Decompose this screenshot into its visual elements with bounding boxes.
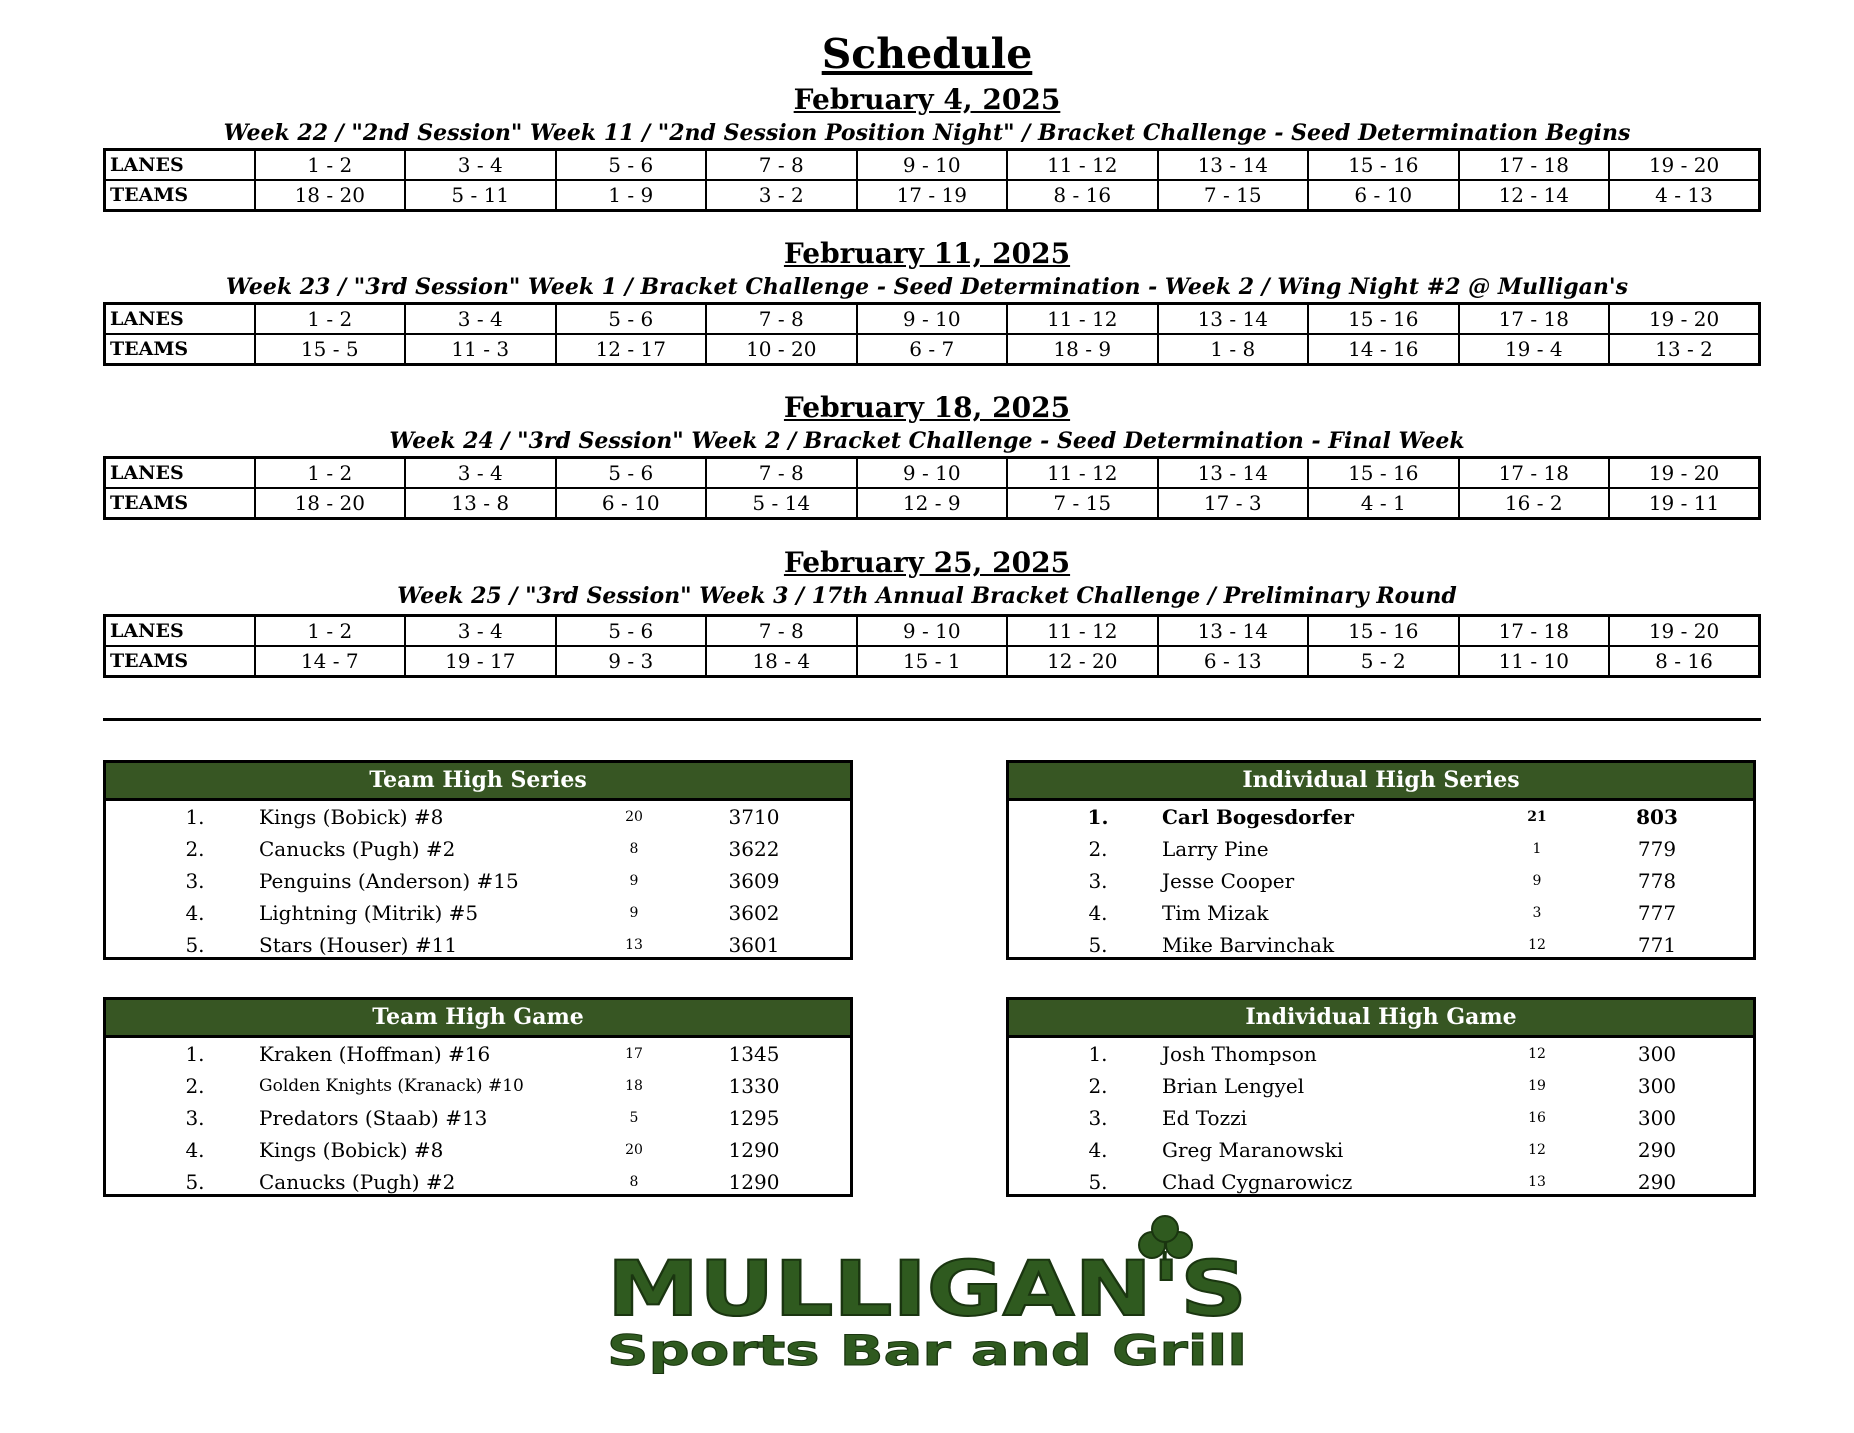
schedule-table	[103, 302, 1761, 366]
week-header	[0, 236, 1854, 302]
team-cell: 4 - 1	[1308, 488, 1459, 519]
panel-title: Individual High Game	[1009, 1000, 1753, 1038]
bowler-name: Josh Thompson	[1162, 1042, 1317, 1066]
rank: 4.	[1088, 1138, 1108, 1162]
lane-cell: 7 - 8	[706, 616, 857, 647]
team-cell: 3 - 2	[706, 180, 857, 211]
week-header	[0, 82, 1854, 148]
mulligans-logo-graphic	[597, 1215, 1257, 1377]
list-item	[1009, 1134, 1753, 1166]
individual-high-series-panel	[1006, 760, 1756, 960]
bowler-name: Larry Pine	[1162, 837, 1269, 861]
list-item	[1009, 801, 1753, 833]
team-name: Kings (Bobick) #8	[259, 1138, 444, 1162]
lane-cell: 9 - 10	[857, 616, 1008, 647]
team-cell: 13 - 8	[405, 488, 556, 519]
list-item	[1009, 1070, 1753, 1102]
team-cell: 11 - 3	[405, 334, 556, 365]
team-number: 8	[629, 1174, 639, 1190]
schedule-table	[103, 614, 1761, 678]
rank: 5.	[1088, 1170, 1108, 1194]
lanes-row	[105, 304, 1760, 335]
lane-cell: 1 - 2	[255, 150, 406, 181]
team-cell: 6 - 13	[1158, 646, 1309, 677]
score: 3710	[728, 805, 780, 829]
week-date: February 25, 2025	[783, 546, 1071, 579]
team-number: 9	[629, 905, 639, 921]
team-number: 12	[1528, 1046, 1546, 1062]
team-cell: 5 - 11	[405, 180, 556, 211]
lane-cell: 3 - 4	[405, 150, 556, 181]
lane-cell: 5 - 6	[556, 458, 707, 489]
score: 3609	[728, 869, 780, 893]
week-description: Week 23 / "3rd Session" Week 1 / Bracket Challenge - Seed Determination - Week 2 / Wing Night #2 @ Mulligan's	[225, 274, 1628, 300]
week-date: February 18, 2025	[783, 391, 1071, 424]
list-item	[1009, 929, 1753, 961]
team-cell: 18 - 4	[706, 646, 857, 677]
lane-cell: 7 - 8	[706, 458, 857, 489]
lane-cell: 19 - 20	[1609, 458, 1760, 489]
team-number: 13	[1528, 1174, 1546, 1190]
team-cell: 6 - 7	[857, 334, 1008, 365]
team-number: 9	[1532, 873, 1542, 889]
panel-title: Team High Game	[106, 1000, 850, 1038]
team-cell: 15 - 1	[857, 646, 1008, 677]
team-cell: 5 - 2	[1308, 646, 1459, 677]
list-item	[106, 865, 850, 897]
lane-cell: 3 - 4	[405, 458, 556, 489]
teams-row	[105, 180, 1760, 211]
teams-label: TEAMS	[105, 334, 255, 365]
lane-cell: 11 - 12	[1007, 616, 1158, 647]
team-cell: 12 - 9	[857, 488, 1008, 519]
list-item	[1009, 833, 1753, 865]
lanes-label: LANES	[105, 304, 255, 335]
rank: 1.	[1087, 805, 1109, 829]
lane-cell: 13 - 14	[1158, 458, 1309, 489]
score: 803	[1636, 805, 1678, 829]
teams-row	[105, 334, 1760, 365]
list-item	[106, 801, 850, 833]
team-number: 13	[625, 937, 643, 953]
lane-cell: 13 - 14	[1158, 616, 1309, 647]
bowler-name: Carl Bogesdorfer	[1162, 805, 1354, 829]
schedule-table	[103, 456, 1761, 520]
lane-cell: 11 - 12	[1007, 458, 1158, 489]
team-cell: 1 - 8	[1158, 334, 1309, 365]
team-cell: 5 - 14	[706, 488, 857, 519]
team-cell: 16 - 2	[1459, 488, 1610, 519]
score: 1295	[728, 1106, 780, 1130]
team-cell: 19 - 17	[405, 646, 556, 677]
lane-cell: 13 - 14	[1158, 304, 1309, 335]
score: 300	[1637, 1074, 1677, 1098]
score: 1345	[728, 1042, 780, 1066]
team-name: Kraken (Hoffman) #16	[259, 1042, 491, 1066]
panel-title: Individual High Series	[1009, 763, 1753, 801]
list-item	[106, 1038, 850, 1070]
rank: 3.	[185, 869, 205, 893]
bowler-name: Greg Maranowski	[1162, 1138, 1344, 1162]
score: 3622	[728, 837, 780, 861]
list-item	[106, 1134, 850, 1166]
logo-tagline: Sports Bar and Grill	[607, 1326, 1247, 1375]
lanes-row	[105, 458, 1760, 489]
lane-cell: 5 - 6	[556, 304, 707, 335]
rank: 2.	[185, 1074, 205, 1098]
team-number: 9	[629, 873, 639, 889]
team-cell: 4 - 13	[1609, 180, 1760, 211]
team-cell: 12 - 20	[1007, 646, 1158, 677]
lane-cell: 17 - 18	[1459, 150, 1610, 181]
rank: 2.	[1088, 837, 1108, 861]
lane-cell: 17 - 18	[1459, 304, 1610, 335]
teams-label: TEAMS	[105, 646, 255, 677]
list-item	[1009, 897, 1753, 929]
mulligans-logo	[597, 1215, 1257, 1377]
lane-cell: 15 - 16	[1308, 150, 1459, 181]
team-name: Golden Knights (Kranack) #10	[259, 1076, 524, 1096]
teams-row	[105, 488, 1760, 519]
lane-cell: 19 - 20	[1609, 150, 1760, 181]
team-name: Penguins (Anderson) #15	[259, 869, 519, 893]
lane-cell: 19 - 20	[1609, 616, 1760, 647]
team-number: 1	[1532, 841, 1542, 857]
lane-cell: 7 - 8	[706, 304, 857, 335]
score: 3601	[728, 933, 780, 957]
rank: 3.	[1088, 1106, 1108, 1130]
team-number: 19	[1528, 1078, 1546, 1094]
team-name: Lightning (Mitrik) #5	[259, 901, 479, 925]
team-number: 20	[625, 809, 643, 825]
team-cell: 7 - 15	[1007, 488, 1158, 519]
week-description: Week 24 / "3rd Session" Week 2 / Bracket Challenge - Seed Determination - Final Week	[389, 428, 1465, 454]
lane-cell: 11 - 12	[1007, 150, 1158, 181]
team-high-series-panel	[103, 760, 853, 960]
team-cell: 19 - 11	[1609, 488, 1760, 519]
lane-cell: 17 - 18	[1459, 458, 1610, 489]
team-name: Stars (Houser) #11	[259, 933, 458, 957]
lanes-row	[105, 150, 1760, 181]
team-cell: 15 - 5	[255, 334, 406, 365]
team-cell: 14 - 16	[1308, 334, 1459, 365]
score: 300	[1637, 1042, 1677, 1066]
team-cell: 6 - 10	[1308, 180, 1459, 211]
lanes-label: LANES	[105, 616, 255, 647]
team-number: 8	[629, 841, 639, 857]
team-cell: 1 - 9	[556, 180, 707, 211]
team-cell: 12 - 14	[1459, 180, 1610, 211]
lane-cell: 1 - 2	[255, 304, 406, 335]
score: 1330	[728, 1074, 780, 1098]
list-item	[1009, 1038, 1753, 1070]
lane-cell: 13 - 14	[1158, 150, 1309, 181]
lane-cell: 9 - 10	[857, 150, 1008, 181]
rank: 1.	[185, 1042, 205, 1066]
team-cell: 17 - 19	[857, 180, 1008, 211]
score: 779	[1637, 837, 1677, 861]
lane-cell: 5 - 6	[556, 150, 707, 181]
week-description: Week 25 / "3rd Session" Week 3 / 17th Annual Bracket Challenge / Preliminary Round	[397, 583, 1457, 609]
lane-cell: 1 - 2	[255, 616, 406, 647]
team-name: Predators (Staab) #13	[259, 1106, 488, 1130]
team-cell: 18 - 20	[255, 180, 406, 211]
team-number: 18	[625, 1078, 643, 1094]
list-item	[1009, 1102, 1753, 1134]
list-item	[1009, 865, 1753, 897]
lanes-row	[105, 616, 1760, 647]
page-title: Schedule	[821, 30, 1033, 78]
week-description: Week 22 / "2nd Session" Week 11 / "2nd Session Position Night" / Bracket Challenge - Seed Determination Begins	[223, 120, 1631, 146]
lane-cell: 15 - 16	[1308, 616, 1459, 647]
score: 1290	[728, 1170, 780, 1194]
list-item	[106, 833, 850, 865]
teams-label: TEAMS	[105, 180, 255, 211]
rank: 4.	[1088, 901, 1108, 925]
week-date: February 4, 2025	[793, 83, 1061, 116]
schedule-table	[103, 148, 1761, 212]
lane-cell: 11 - 12	[1007, 304, 1158, 335]
rank: 2.	[185, 837, 205, 861]
team-cell: 11 - 10	[1459, 646, 1610, 677]
rank: 5.	[185, 933, 205, 957]
team-cell: 9 - 3	[556, 646, 707, 677]
individual-high-game-panel	[1006, 997, 1756, 1197]
rank: 3.	[185, 1106, 205, 1130]
rank: 3.	[1088, 869, 1108, 893]
score: 777	[1637, 901, 1677, 925]
rank: 5.	[1088, 933, 1108, 957]
lane-cell: 3 - 4	[405, 616, 556, 647]
score: 1290	[728, 1138, 780, 1162]
lanes-label: LANES	[105, 458, 255, 489]
rank: 5.	[185, 1170, 205, 1194]
team-number: 21	[1527, 809, 1547, 825]
teams-label: TEAMS	[105, 488, 255, 519]
bowler-name: Jesse Cooper	[1162, 869, 1295, 893]
lane-cell: 7 - 8	[706, 150, 857, 181]
score: 290	[1637, 1170, 1677, 1194]
list-item	[106, 929, 850, 961]
team-cell: 13 - 2	[1609, 334, 1760, 365]
team-number: 12	[1528, 1142, 1546, 1158]
list-item	[106, 1070, 850, 1102]
team-number: 20	[625, 1142, 643, 1158]
week-header	[0, 545, 1854, 611]
team-cell: 19 - 4	[1459, 334, 1610, 365]
divider	[103, 718, 1761, 721]
lane-cell: 1 - 2	[255, 458, 406, 489]
bowler-name: Chad Cygnarowicz	[1162, 1170, 1353, 1194]
score: 778	[1637, 869, 1677, 893]
logo-name: MULLIGAN'S	[607, 1244, 1247, 1333]
team-number: 12	[1528, 937, 1546, 953]
team-cell: 12 - 17	[556, 334, 707, 365]
bowler-name: Tim Mizak	[1162, 901, 1269, 925]
team-number: 5	[629, 1110, 639, 1126]
lane-cell: 3 - 4	[405, 304, 556, 335]
team-cell: 8 - 16	[1609, 646, 1760, 677]
team-number: 17	[625, 1046, 643, 1062]
list-item	[106, 1166, 850, 1198]
rank: 4.	[185, 901, 205, 925]
lane-cell: 9 - 10	[857, 458, 1008, 489]
score: 3602	[728, 901, 780, 925]
week-header	[0, 390, 1854, 456]
rank: 1.	[185, 805, 205, 829]
team-number: 16	[1528, 1110, 1546, 1126]
score: 771	[1637, 933, 1677, 957]
list-item	[106, 897, 850, 929]
rank: 2.	[1088, 1074, 1108, 1098]
score: 290	[1637, 1138, 1677, 1162]
rank: 1.	[1088, 1042, 1108, 1066]
team-name: Kings (Bobick) #8	[259, 805, 444, 829]
score: 300	[1637, 1106, 1677, 1130]
team-high-game-panel	[103, 997, 853, 1197]
team-cell: 17 - 3	[1158, 488, 1309, 519]
team-cell: 18 - 20	[255, 488, 406, 519]
bowler-name: Ed Tozzi	[1162, 1106, 1248, 1130]
bowler-name: Brian Lengyel	[1162, 1074, 1305, 1098]
team-name: Canucks (Pugh) #2	[259, 837, 456, 861]
lane-cell: 15 - 16	[1308, 304, 1459, 335]
team-cell: 7 - 15	[1158, 180, 1309, 211]
team-number: 3	[1532, 905, 1542, 921]
lanes-label: LANES	[105, 150, 255, 181]
team-cell: 10 - 20	[706, 334, 857, 365]
lane-cell: 15 - 16	[1308, 458, 1459, 489]
team-cell: 6 - 10	[556, 488, 707, 519]
team-cell: 8 - 16	[1007, 180, 1158, 211]
panel-title: Team High Series	[106, 763, 850, 801]
list-item	[1009, 1166, 1753, 1198]
week-date: February 11, 2025	[783, 237, 1071, 270]
team-name: Canucks (Pugh) #2	[259, 1170, 456, 1194]
teams-row	[105, 646, 1760, 677]
bowler-name: Mike Barvinchak	[1162, 933, 1335, 957]
lane-cell: 9 - 10	[857, 304, 1008, 335]
lane-cell: 5 - 6	[556, 616, 707, 647]
lane-cell: 17 - 18	[1459, 616, 1610, 647]
lane-cell: 19 - 20	[1609, 304, 1760, 335]
team-cell: 18 - 9	[1007, 334, 1158, 365]
list-item	[106, 1102, 850, 1134]
rank: 4.	[185, 1138, 205, 1162]
team-cell: 14 - 7	[255, 646, 406, 677]
